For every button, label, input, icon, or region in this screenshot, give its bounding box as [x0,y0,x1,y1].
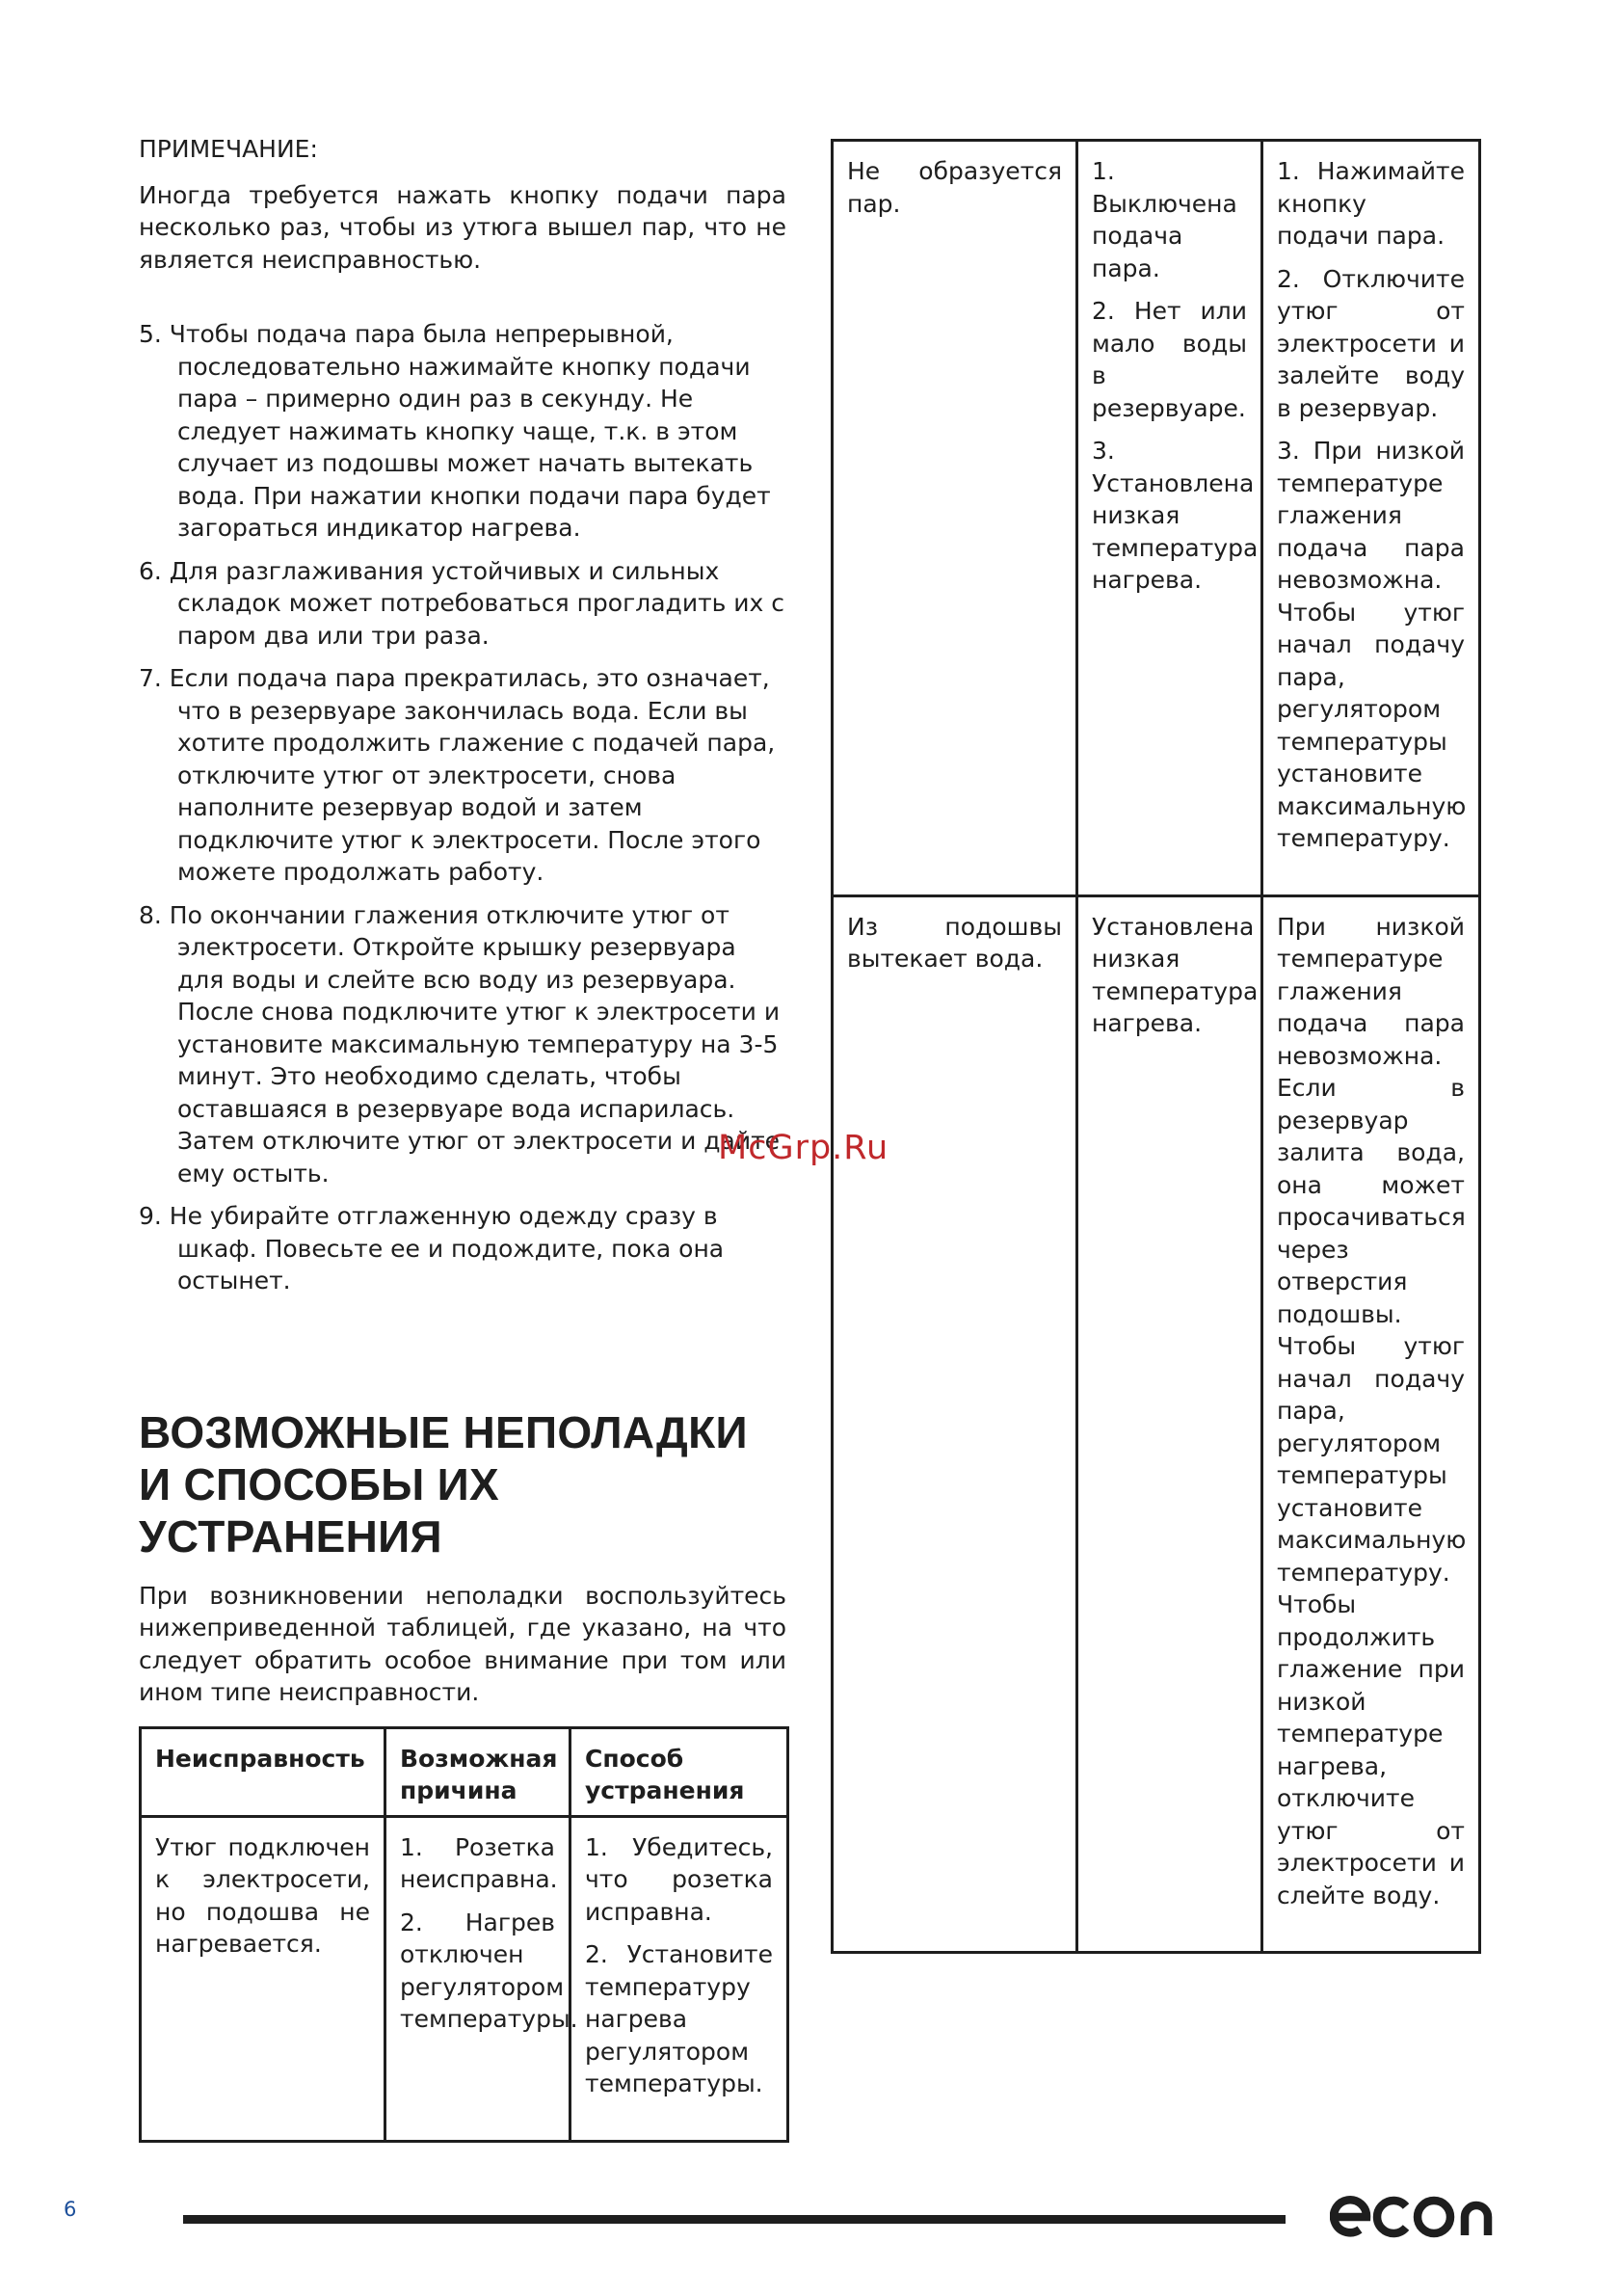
header-cause: Возможная причина [385,1727,570,1816]
page-number: 6 [64,2198,77,2221]
table-row [833,895,1480,1953]
cause-text: Установлена низкая температура нагрева. [1092,912,1259,1037]
header-fix: Способ устранения [570,1727,788,1816]
step-7: 7. Если подача пара прекратилась, это означает, что в резервуаре закончилась вода. Если вы хотите продолжить глажение с подачей пара, отключите утюг от электросети, снова наполните резервуар водой и затем подключите утюг к электросети. После этого можете продолжать работу. [139,664,776,886]
footer-rule [183,2215,1286,2224]
step-5: 5. Чтобы подача пара была непрерывной, последовательно нажимайте кнопку подачи пара – примерно один раз в секунду. Не следует нажимать кнопку чаще, т.к. в этом случает из подошвы может начать вытекать вода. При нажатии кнопки подачи пара будет загораться индикатор нагрева. [139,320,771,542]
heading-line-1: ВОЗМОЖНЫЕ НЕПОЛАДКИ [139,1406,748,1457]
cause-text: 3. Установлена низкая температура нагрева. [1092,437,1259,594]
fix-text: 2. Установите температуру нагрева регулятором температуры. [585,1940,773,2097]
problem-text: Не образуется пар. [847,157,1062,218]
problem-text: Утюг подключен к электросети, но подошва не нагревается. [155,1832,370,1958]
cause-text: 2. Нет или мало воды в резервуаре. [1092,297,1247,422]
cause-text: 1. Розетка неисправна. [400,1832,558,1893]
steps-list [139,318,786,1297]
problem-cell [833,141,1077,896]
heading-line-2: И СПОСОБЫ ИХ УСТРАНЕНИЯ [139,1458,499,1562]
step-6: 6. Для разглаживания устойчивых и сильных складок может потребоваться прогладить их с паром два или три раза. [139,556,785,650]
problem-cell [141,1816,385,2141]
note-text: Иногда требуется нажать кнопку подачи пара несколько раз, чтобы из утюга вышел пар, что не является неисправностью. [139,180,786,274]
fix-text: При низкой температуре глажения подача пара невозможна. Если в резервуар залита вода, она может просачиваться через отверстия подошвы. Чтобы утюг начал подачу пара, регулятором температуры установите максимальную температуру. Чтобы продолжить глажение при низкой температуре нагрева, отключите утюг от электросети и слейте воду. [1277,912,1467,1909]
section-intro: При возникновении неполадки воспользуйтесь нижеприведенной таблицей, где указано, на что следует обратить особое внимание при том или ином типе неисправности. [139,1581,786,1706]
troubleshooting-table-part-1 [139,1726,789,2143]
cause-text: 2. Нагрев отключен регулятором температуры. [400,1908,578,2033]
problem-cell [833,895,1077,1953]
fix-text: 3. При низкой температуре глажения подача пара невозможна. Чтобы утюг начал подачу пара, регулятором температуры установите максимальную температуру. [1277,437,1467,852]
section-heading [139,1406,786,1562]
table-row [833,141,1480,896]
cause-cell [1077,141,1262,896]
econ-logo [1330,2190,1499,2244]
fix-text: 1. Убедитесь, что розетка исправна. [585,1832,773,1926]
troubleshooting-table-part-2 [831,139,1481,1954]
cause-cell [1077,895,1262,1953]
header-problem: Неисправность [141,1727,385,1816]
fix-cell [570,1816,788,2141]
step-9: 9. Не убирайте отглаженную одежду сразу в шкаф. Повесьте ее и подождите, пока она остынет. [139,1202,725,1295]
watermark: McGrp.Ru [718,1129,889,1167]
left-column [139,133,786,2143]
table-row [141,1816,788,2141]
problem-text: Из подошвы вытекает вода. [847,912,1062,973]
fix-text: 1. Нажимайте кнопку подачи пара. [1277,157,1465,250]
cause-cell [385,1816,578,2141]
step-8: 8. По окончании глажения отключите утюг от электросети. Откройте крышку резервуара для воды и слейте всю воду из резервуара. После снова подключите утюг к электросети и установите максимальную температуру на 3-5 минут. Это необходимо сделать, чтобы оставшаяся в резервуаре вода испарилась. Затем отключите утюг от электросети и дайте ему остыть. [139,900,781,1188]
fix-cell [1262,895,1480,1953]
fix-cell [1262,141,1480,896]
note-label: ПРИМЕЧАНИЕ: [139,135,318,163]
cause-text: 1. Выключена подача пара. [1092,157,1237,282]
fix-text: 2. Отключите утюг от электросети и залейте воду в резервуар. [1277,264,1465,422]
table-header-row [141,1727,788,1816]
